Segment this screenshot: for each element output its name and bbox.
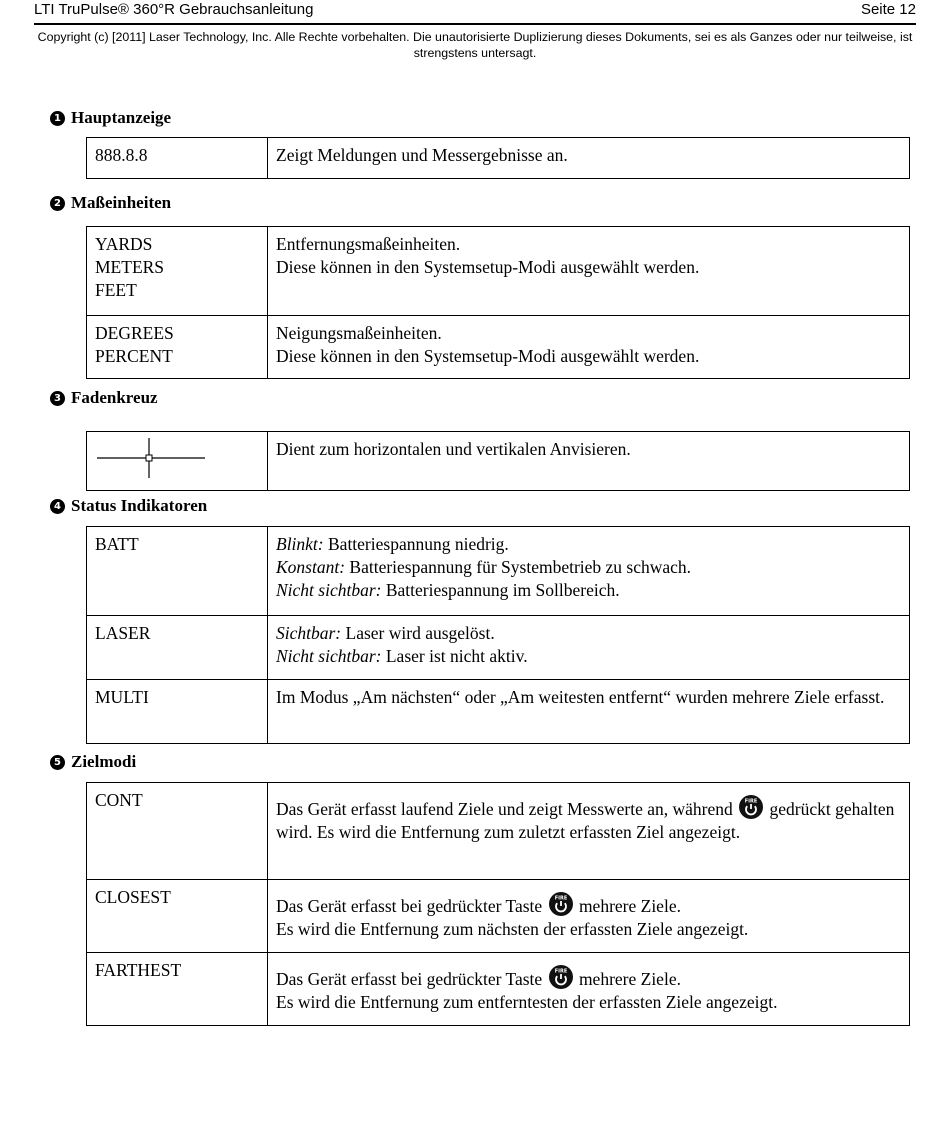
table-row (87, 616, 910, 680)
svg-text:FIRE: FIRE (744, 798, 758, 805)
desc-line: Das Gerät erfasst bei gedrückter Taste FIRE mehrere Ziele. (276, 965, 901, 991)
table-key: LASER (87, 616, 268, 680)
table-desc: Zeigt Meldungen und Messergebnisse an. (268, 138, 910, 179)
table-key: 888.8.8 (87, 138, 268, 179)
desc-line: Diese können in den Systemsetup-Modi ausgewählt werden. (276, 257, 700, 277)
table-key: FARTHEST (87, 953, 268, 1026)
table-row (87, 953, 910, 1026)
section-number-badge: 3 (50, 391, 65, 406)
table-row (87, 316, 910, 379)
unit-yards: YARDS (95, 234, 153, 254)
section-heading-masseinheiten (50, 193, 171, 213)
desc-line: Es wird die Entfernung zum entferntesten der erfassten Ziele angezeigt. (276, 992, 778, 1012)
desc-line: Das Gerät erfasst bei gedrückter Taste FIRE mehrere Ziele. (276, 892, 901, 918)
table-desc: Das Gerät erfasst laufend Ziele und zeigt Messwerte an, während FIRE gedrückt gehalten wird. Es wird die Entfernung zum zuletzt erfassten Ziel angezeigt. (268, 783, 910, 880)
desc-line: Konstant: Batteriespannung für Systembetrieb zu schwach. (276, 557, 692, 577)
section-title: Status Indikatoren (71, 496, 208, 515)
section-title: Fadenkreuz (71, 388, 158, 407)
section-number-badge: 4 (50, 499, 65, 514)
desc-line: Blinkt: Batteriespannung niedrig. (276, 534, 509, 554)
table-row (87, 680, 910, 744)
table-desc (268, 616, 910, 680)
table-desc (268, 316, 910, 379)
table-row (87, 138, 910, 179)
desc-line: Diese können in den Systemsetup-Modi ausgewählt werden. (276, 346, 700, 366)
unit-percent: PERCENT (95, 346, 173, 366)
section-heading-fadenkreuz (50, 388, 158, 408)
page-header (34, 0, 916, 25)
section-number-badge: 2 (50, 196, 65, 211)
table-status-indikatoren (86, 526, 910, 744)
table-desc (268, 227, 910, 316)
section-title: Hauptanzeige (71, 108, 172, 127)
table-key: CLOSEST (87, 880, 268, 953)
table-key: CONT (87, 783, 268, 880)
section-title: Zielmodi (71, 752, 137, 771)
table-row (87, 527, 910, 616)
page-number: Seite 12 (860, 1, 916, 18)
table-row (87, 880, 910, 953)
table-row (87, 227, 910, 316)
desc-line: Neigungsmaßeinheiten. (276, 323, 442, 343)
table-key (87, 432, 268, 491)
table-desc: Dient zum horizontalen und vertikalen Anvisieren. (268, 432, 910, 491)
desc-line: Nicht sichtbar: Laser ist nicht aktiv. (276, 646, 528, 666)
table-fadenkreuz (86, 431, 910, 491)
table-row (87, 783, 910, 880)
unit-degrees: DEGREES (95, 323, 174, 343)
fire-button-icon (549, 965, 573, 989)
section-title: Maßeinheiten (71, 193, 172, 212)
crosshair-icon (95, 436, 207, 480)
copyright-notice: Copyright (c) [2011] Laser Technology, Inc. Alle Rechte vorbehalten. Die unautorisierte Duplizierung dieses Dokuments, sei es als Ganzes oder nur teilweise, ist strengstens untersagt. (37, 30, 913, 60)
section-heading-zielmodi (50, 752, 136, 772)
table-key (87, 316, 268, 379)
table-key: BATT (87, 527, 268, 616)
svg-text:FIRE: FIRE (554, 895, 567, 902)
desc-line: Es wird die Entfernung zum nächsten der erfassten Ziele angezeigt. (276, 919, 749, 939)
desc-line: Sichtbar: Laser wird ausgelöst. (276, 623, 495, 643)
section-heading-status-indikatoren (50, 496, 207, 516)
svg-text:FIRE: FIRE (554, 968, 567, 975)
table-desc: Im Modus „Am nächsten“ oder „Am weitesten entfernt“ wurden mehrere Ziele erfasst. (268, 680, 910, 744)
unit-meters: METERS (95, 257, 165, 277)
table-desc (268, 880, 910, 953)
desc-line: Nicht sichtbar: Batteriespannung im Sollbereich. (276, 580, 620, 600)
table-zielmodi (86, 782, 910, 1026)
table-row (87, 432, 910, 491)
fire-button-icon (549, 892, 573, 916)
table-masseinheiten (86, 226, 910, 379)
section-heading-hauptanzeige (50, 108, 171, 128)
document-title: LTI TruPulse® 360°R Gebrauchsanleitung (34, 1, 314, 18)
table-hauptanzeige (86, 137, 910, 179)
table-key: MULTI (87, 680, 268, 744)
desc-line: Entfernungsmaßeinheiten. (276, 234, 461, 254)
table-key (87, 227, 268, 316)
table-desc (268, 527, 910, 616)
fire-button-icon (739, 795, 763, 819)
unit-feet: FEET (95, 280, 137, 300)
section-number-badge: 1 (50, 111, 65, 126)
section-number-badge: 5 (50, 755, 65, 770)
table-desc (268, 953, 910, 1026)
